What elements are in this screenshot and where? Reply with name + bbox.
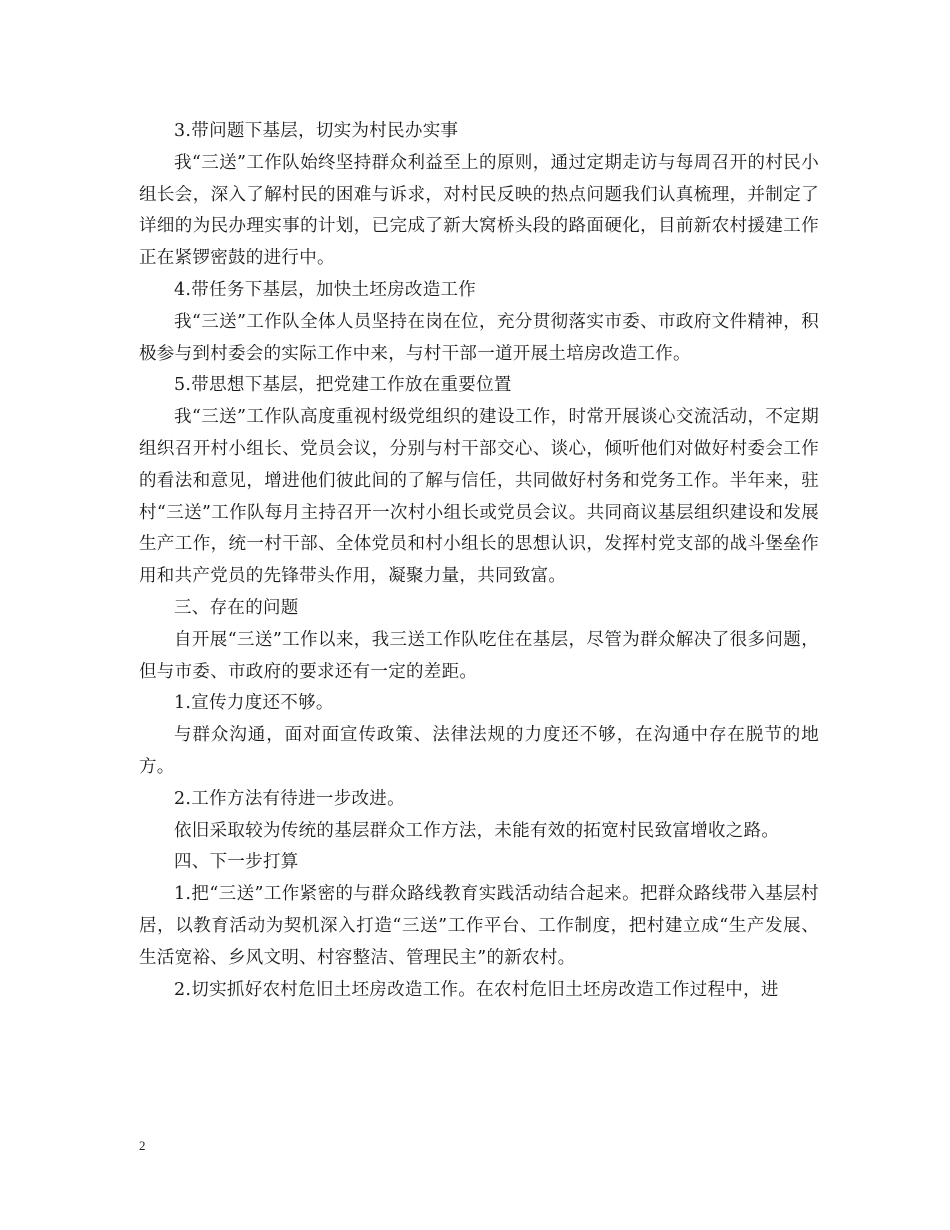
section-heading-problems: 三、存在的问题 — [174, 597, 299, 618]
page-number: 2 — [139, 1138, 146, 1153]
paragraph: 2.切实抓好农村危旧土坯房改造工作。在农村危旧土坯房改造工作过程中，进 — [174, 979, 779, 1000]
section-heading-next-steps: 四、下一步打算 — [174, 852, 299, 873]
paragraph-heading-3: 3.带问题下基层，切实为村民办实事 — [174, 121, 459, 141]
paragraph-heading-2: 2.工作方法有待进一步改进。 — [174, 788, 405, 809]
paragraph-heading-4: 4.带任务下基层，加快土坯房改造工作 — [174, 279, 477, 300]
paragraph: 我“三送”工作队始终坚持群众利益至上的原则，通过定期走访与每周召开的村民小组长会，深入了解村民的困难与诉求，对村民反映的热点问题我们认真梳理，并制定了详细的为民办理实事的计划，已完成了新大窝桥头段的路面硬化，目前新农村援建工作正在紧锣密鼓的进行中。 — [139, 152, 819, 269]
paragraph: 依旧采取较为传统的基层群众工作方法，未能有效的拓宽村民致富增收之路。 — [174, 820, 780, 841]
paragraph: 我“三送”工作队全体人员坚持在岗在位，充分贯彻落实市委、市政府文件精神，积极参与到村委会的实际工作中来，与村干部一道开展土培房改造工作。 — [139, 311, 819, 364]
document-body — [139, 116, 819, 1006]
paragraph: 自开展“三送”工作以来，我三送工作队吃住在基层，尽管为群众解决了很多问题，但与市委、市政府的要求还有一定的差距。 — [139, 629, 819, 682]
paragraph: 1.把“三送”工作紧密的与群众路线教育实践活动结合起来。把群众路线带入基层村居，以教育活动为契机深入打造“三送”工作平台、工作制度，把村建立成“生产发展、生活宽裕、乡风文明、村容整洁、管理民主”的新农村。 — [139, 884, 819, 968]
paragraph: 与群众沟通，面对面宣传政策、法律法规的力度还不够，在沟通中存在脱节的地方。 — [139, 725, 819, 777]
paragraph: 我“三送”工作队高度重视村级党组织的建设工作，时常开展谈心交流活动，不定期组织召开村小组长、党员会议，分别与村干部交心、谈心，倾听他们对做好村委会工作的看法和意见，增进他们彼此间的了解与信任，共同做好村务和党务工作。半年来，驻村“三送”工作队每月主持召开一次村小组长或党员会议。共同商议基层组织建设和发展生产工作，统一村干部、全体党员和村小组长的思想认识，发挥村党支部的战斗堡垒作用和共产党员的先锋带头作用，凝聚力量，共同致富。 — [139, 407, 819, 587]
paragraph-heading-5: 5.带思想下基层，把党建工作放在重要位置 — [174, 375, 512, 396]
paragraph-heading-1: 1.宣传力度还不够。 — [174, 693, 334, 714]
